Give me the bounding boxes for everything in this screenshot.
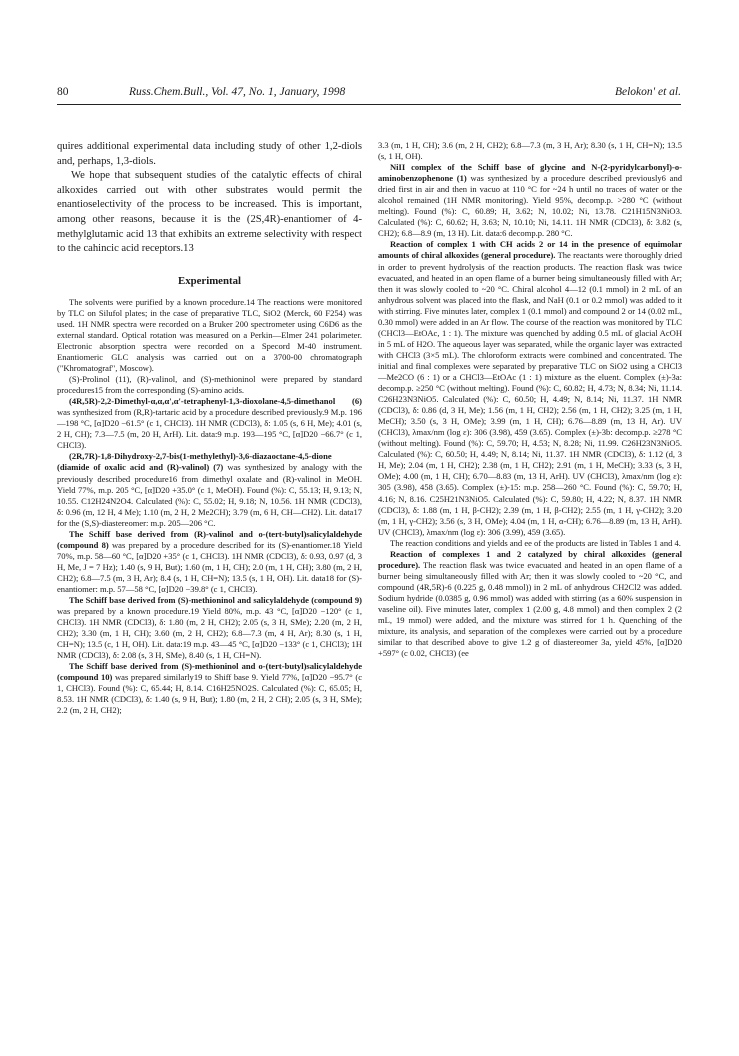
intro-paragraph-2: We hope that subsequent studies of the catalytic effects of chiral alkoxides carried out with other substrates would permit the enantioselectivity of the process to be increased. This is important, among other reasons, because it is the (2S,4R)-enantiomer of 4-methylglutamic acid 13 that exhibits an extreme selectivity with respect to the cahincic acid receptors.13	[57, 170, 362, 255]
paragraph-text: (S)-Prolinol (11), (R)-valinol, and (S)-methioninol were prepared by standard procedures15 from the corresponding (S)-amino acids.	[57, 374, 362, 396]
continued-paragraph	[378, 140, 682, 162]
paragraph-text: was synthesized by analogy with the previously described procedure16 from dimethyl oxalate and (R)-valinol in MeOH. Yield 77%, m.p. 205 °C, [α]D20 +35.0° (c 1, MeOH). Found (%): C, 55.13; H, 9.13; N, 10.55. C12H24N2O4. Calculated (%): C, 55.02; H, 9.18; N, 10.56. 1H NMR (CDCl3), δ: 0.96 (m, 12 H, 4 Me); 1.10 (m, 2 H, 2 Me2CH); 3.79 (m, 6 H, CH—CH2). Lit. data17 for the (S,S)-diastereomer: m.p. 205—206 °C.	[57, 462, 362, 528]
section-heading-experimental: Experimental	[178, 274, 241, 287]
experimental-paragraph	[378, 239, 682, 537]
compound-title: NiII complex of the Schiff base of glycine and N-(2-pyridylcarbonyl)-o-aminobenzophenone (1)	[378, 162, 682, 184]
paragraph-text: The reaction flask was twice evacuated and heated in an open flame of a burner being simultaneously filled with Ar; then it was slowly cooled to ~20 °C, and compound (4R,5R)-6 (0.225 g, 0.48 mmol)) in 2 mL of anhydrous CH2Cl2 was added. Sodium hydride (0.0385 g, 0.96 mmol) was added with stirring (as a 60% suspension in vaseline oil). Five minutes later, complex 1 (2.00 g, 4.8 mmol) and then complex 2 (2 mL, 19 mmol) were added, and the mixture was stirred for 1 h. Quenching of the mixture, its analysis, and separation of the complexes were carried out by a procedure similar to that described above to give 1.2 g of diastereomer 3a, yield 45%, [α]D20 +597° (c 0.02, CHCl3) (ee	[378, 559, 682, 659]
page-number: 80	[57, 86, 69, 98]
experimental-paragraph	[378, 538, 682, 549]
experimental-paragraph	[57, 529, 362, 595]
procedure-title: Reaction of complexes 1 and 2 catalyzed by chiral alkoxides (general procedure).	[378, 548, 682, 570]
intro-paragraph-1: quires additional experimental data including study of other 1,2-diols and, perhaps, 1,3-diols.	[57, 141, 362, 167]
experimental-paragraph	[378, 549, 682, 659]
compound-title: The Schiff base derived from (R)-valinol and o-(tert-butyl)salicylaldehyde (compound 8)	[57, 528, 362, 550]
compound-title: (2R,7R)-1,8-Dihydroxy-2,7-bis(1-methylethyl)-3,6-diazaoctane-4,5-dione (diamide of oxalic acid and (R)-valinol) (7)	[57, 451, 332, 473]
experimental-paragraph	[57, 297, 362, 374]
paragraph-text: was prepared similarly19 to Shiff base 9. Yield 77%, [α]D20 −95.7° (c 1, CHCl3). Found (%): C, 65.44; H, 8.14. C16H25NO2S. Calculated (%): C, 65.05; H, 8.53. 1H NMR (CDCl3), δ: 1.40 (s, 9 H, But); 1.80 (m, 2 H, 2 CH); 2.05 (s, 3 H, SMe); 2.2 (m, 2 H, CH2);	[57, 672, 362, 716]
experimental-paragraph	[57, 661, 362, 716]
left-column	[57, 140, 362, 717]
paragraph-text: The reaction conditions and yields and ee of the products are listed in Tables 1 and 4.	[390, 537, 681, 548]
paragraph-text: The reactants were thoroughly dried in order to prevent hydrolysis of the reaction products. The reaction flask was twice evacuated, and heated in an open flame of a burner being simultaneously filled with Ar; then it was slowly cooled to ~20 °C. Chiral alcohol 4—12 (0.1 mmol) in 2 mL of an anhydrous solvent was placed into the flask, and NaH (0.1 or 0.2 mmol) was added to it with stirring. Five minutes later, complex 1 (0.1 mmol) and compound 2 or 14 (0.02 mL, 0.30 mmol) were added in an Ar flow. The course of the reaction was monitored by TLC (CHCl3—EtOAc, 1 : 1). The mixture was quenched by adding 0.5 mL of glacial AcOH in 5 mL of H2O. The aqueous layer was separated, while the organic layer was extracted with CHCl3 (3×5 mL). The chloroform extracts were combined and concentrated. The initial and final complexes were separated by preparative TLC on SiO2 using a CHCl3—Me2CO (6 : 1) or a CHCl3—EtOAc (1 : 1) mixture as the eluent. Complex (±)-3a: decomp.p. ≥250 °C (without melting). Found (%): C, 60.82; H, 4.73; N, 8.34; Ni, 11.14. C26H23N3NiO5. Calculated (%): C, 60.50; H, 4.49; N, 8.14; Ni, 11.37. 1H NMR (CDCl3), δ: 0.86 (d, 3 H, Me); 1.56 (m, 1 H, CH2); 2.56 (m, 1 H, CH2); 3.25 (m, 1 H, MeCH); 3.50 (s, 3 H, OMe); 3.99 (m, 1 H, CH); 6.76—8.89 (m, 13 H, Ar). UV (CHCl3), λmax/nm (log ε): 306 (3.98), 459 (3.65). Complex (±)-3b: decomp.p. ≥278 °C (without melting). Found (%): C, 59.70; H, 4.53; N, 8.28; Ni, 11.99. C26H23N3NiO5. Calculated (%): C, 60.50; H, 4.49; N, 8.14; Ni, 11.37. 1H NMR (CDCl3), δ: 1.12 (d, 3 H, Me); 2.04 (m, 1 H, CH2); 2.38 (m, 1 H, CH2); 2.91 (m, 1 H, MeCH); 3.33 (s, 3 H, OMe); 4.00 (m, 1 H, CH); 6.70—8.83 (m, 13 H, ArH). UV (CHCl3), λmax/nm (log ε): 305 (3.98), 458 (3.65). Complex (±)-15: m.p. 258—260 °C. Found (%): C, 59.70; H, 4.16; N, 8.16. C25H21N3NiO5. Calculated (%): C, 59.80; H, 4.22; N, 8.37. 1H NMR (CDCl3), δ: 1.88 (m, 1 H, β-CH2); 2.39 (m, 1 H, β-CH2); 2.55 (m, 1 H, γ-CH2); 3.20 (m, 1 H, γ-CH2); 3.56 (s, 3 H, OMe); 4.04 (m, 1 H, α-CH); 6.76—8.89 (m, 13 H, ArH). UV (CHCl3), λmax/nm (log ε): 306 (3.99), 459 (3.65).	[378, 250, 682, 537]
experimental-paragraph	[378, 162, 682, 239]
compound-title: (4R,5R)-2,2-Dimethyl-α,α,α',α'-tetraphenyl-1,3-dioxolane-4,5-dimethanol (6)	[69, 396, 362, 407]
journal-citation: Russ.Chem.Bull., Vol. 47, No. 1, January, 1998	[129, 86, 346, 98]
experimental-paragraph	[57, 595, 362, 661]
experimental-paragraph	[57, 374, 362, 396]
experimental-paragraph	[57, 396, 362, 451]
paragraph-text: was prepared by a procedure described for its (S)-enantiomer.18 Yield 70%, m.p. 58—60 °C, [α]D20 +35° (c 1, CHCl3). 1H NMR (CDCl3), δ: 0.93, 0.97 (d, 3 H, Me, J = 7 Hz); 1.40 (s, 9 H, But); 1.60 (m, 1 H, CH); 2.0 (m, 1 H, CH); 3.80 (m, 2 H, CH2); 6.8—7.5 (m, 3 H, Ar); 8.4 (s, 1 H, CH=N); 13.5 (s, 1 H, OH). Lit. data18 for (S)-enantiomer: m.p. 57—58 °C, [α]D20 −39.8° (c 1, CHCl3).	[57, 539, 363, 594]
compound-title: The Schiff base derived from (S)-methioninol and o-(tert-butyl)salicylaldehyde (compound 10)	[57, 661, 362, 683]
paragraph-text: was synthesized from (R,R)-tartaric acid by a procedure described previously.9 M.p. 196—198 °C, [α]D20 −61.5° (c 1, CHCl3). 1H NMR (CDCl3), δ: 1.05 (s, 6 H, Me); 4.01 (s, 2 H, CH); 7.3—7.5 (m, 20 H, ArH). Lit. data:9 m.p. 193—195 °C, [α]D20 −66.7° (c 1, CHCl3).	[57, 407, 362, 451]
header-rule	[57, 104, 681, 105]
running-header	[57, 86, 681, 104]
paragraph-text: 3.3 (m, 1 H, CH); 3.6 (m, 2 H, CH2); 6.8—7.3 (m, 3 H, Ar); 8.30 (s, 1 H, CH=N); 13.5 (s, 1 H, OH).	[378, 140, 682, 162]
paragraph-text: was synthesized by a procedure described previously6 and dried first in air and then in vacuo at 110 °C for ~24 h until no traces of water or the alcohol remained (1H NMR monitoring). Yield 95%, decomp.p. >280 °C (without melting). Found (%): C, 60.89; H, 3.62; N, 10.02; Ni, 13.78. C21H15N3NiO3. Calculated (%): C, 60.62; H, 3.63; N, 10.10; Ni, 14.11. 1H NMR (CDCl3), δ: 3.82 (s, CH2); 6.8—8.9 (m, 13 H). Lit. data:6 decomp.p. 280 °C.	[378, 173, 682, 239]
compound-title: The Schiff base derived from (S)-methioninol and salicylaldehyde (compound 9)	[69, 595, 362, 606]
right-column	[378, 140, 682, 659]
paragraph-text: was prepared by a known procedure.19 Yield 80%, m.p. 43 °C, [α]D20 −120° (c 1, CHCl3). 1H NMR (CDCl3), δ: 1.80 (m, 2 H, CH2); 2.05 (s, 3 H, SMe); 2.20 (m, 2 H, CH2); 3.30 (m, 1 H, CH); 3.60 (m, 2 H, CH2); 6.8—7.3 (m, 4 H, Ar); 8.30 (s, 1 H, CH=N); 13.5 (c, 1 H, OH). Lit. data:19 m.p. 43—45 °C, [α]D20 −133° (c 1, CHCl3); 1H NMR (CDCl3), δ: 2.08 (s, 3 H, SMe), 8.40 (s, 1 H, CH=N).	[57, 606, 362, 661]
running-authors: Belokon' et al.	[614, 86, 681, 98]
experimental-paragraph	[57, 451, 362, 528]
procedure-title: Reaction of complex 1 with CH acids 2 or 14 in the presence of equimolar amounts of chiral alkoxides (general procedure).	[378, 239, 682, 261]
paragraph-text: The solvents were purified by a known procedure.14 The reactions were monitored by TLC on Silufol plates; in the case of preparative TLC, SiO2 (Merck, 60 F254) was used. 1H NMR spectra were recorded on a Bruker 200 spectrometer using C6D6 as the external standard. Optical rotation was measured on a Perkin—Elmer 241 polarimeter. Electronic absorption spectra were recorded on a Specord M-40 instrument. Enantiomeric GLC analysis was carried out on a 3700-00 chromatograph ("Khromatograf", Moscow).	[57, 296, 362, 374]
